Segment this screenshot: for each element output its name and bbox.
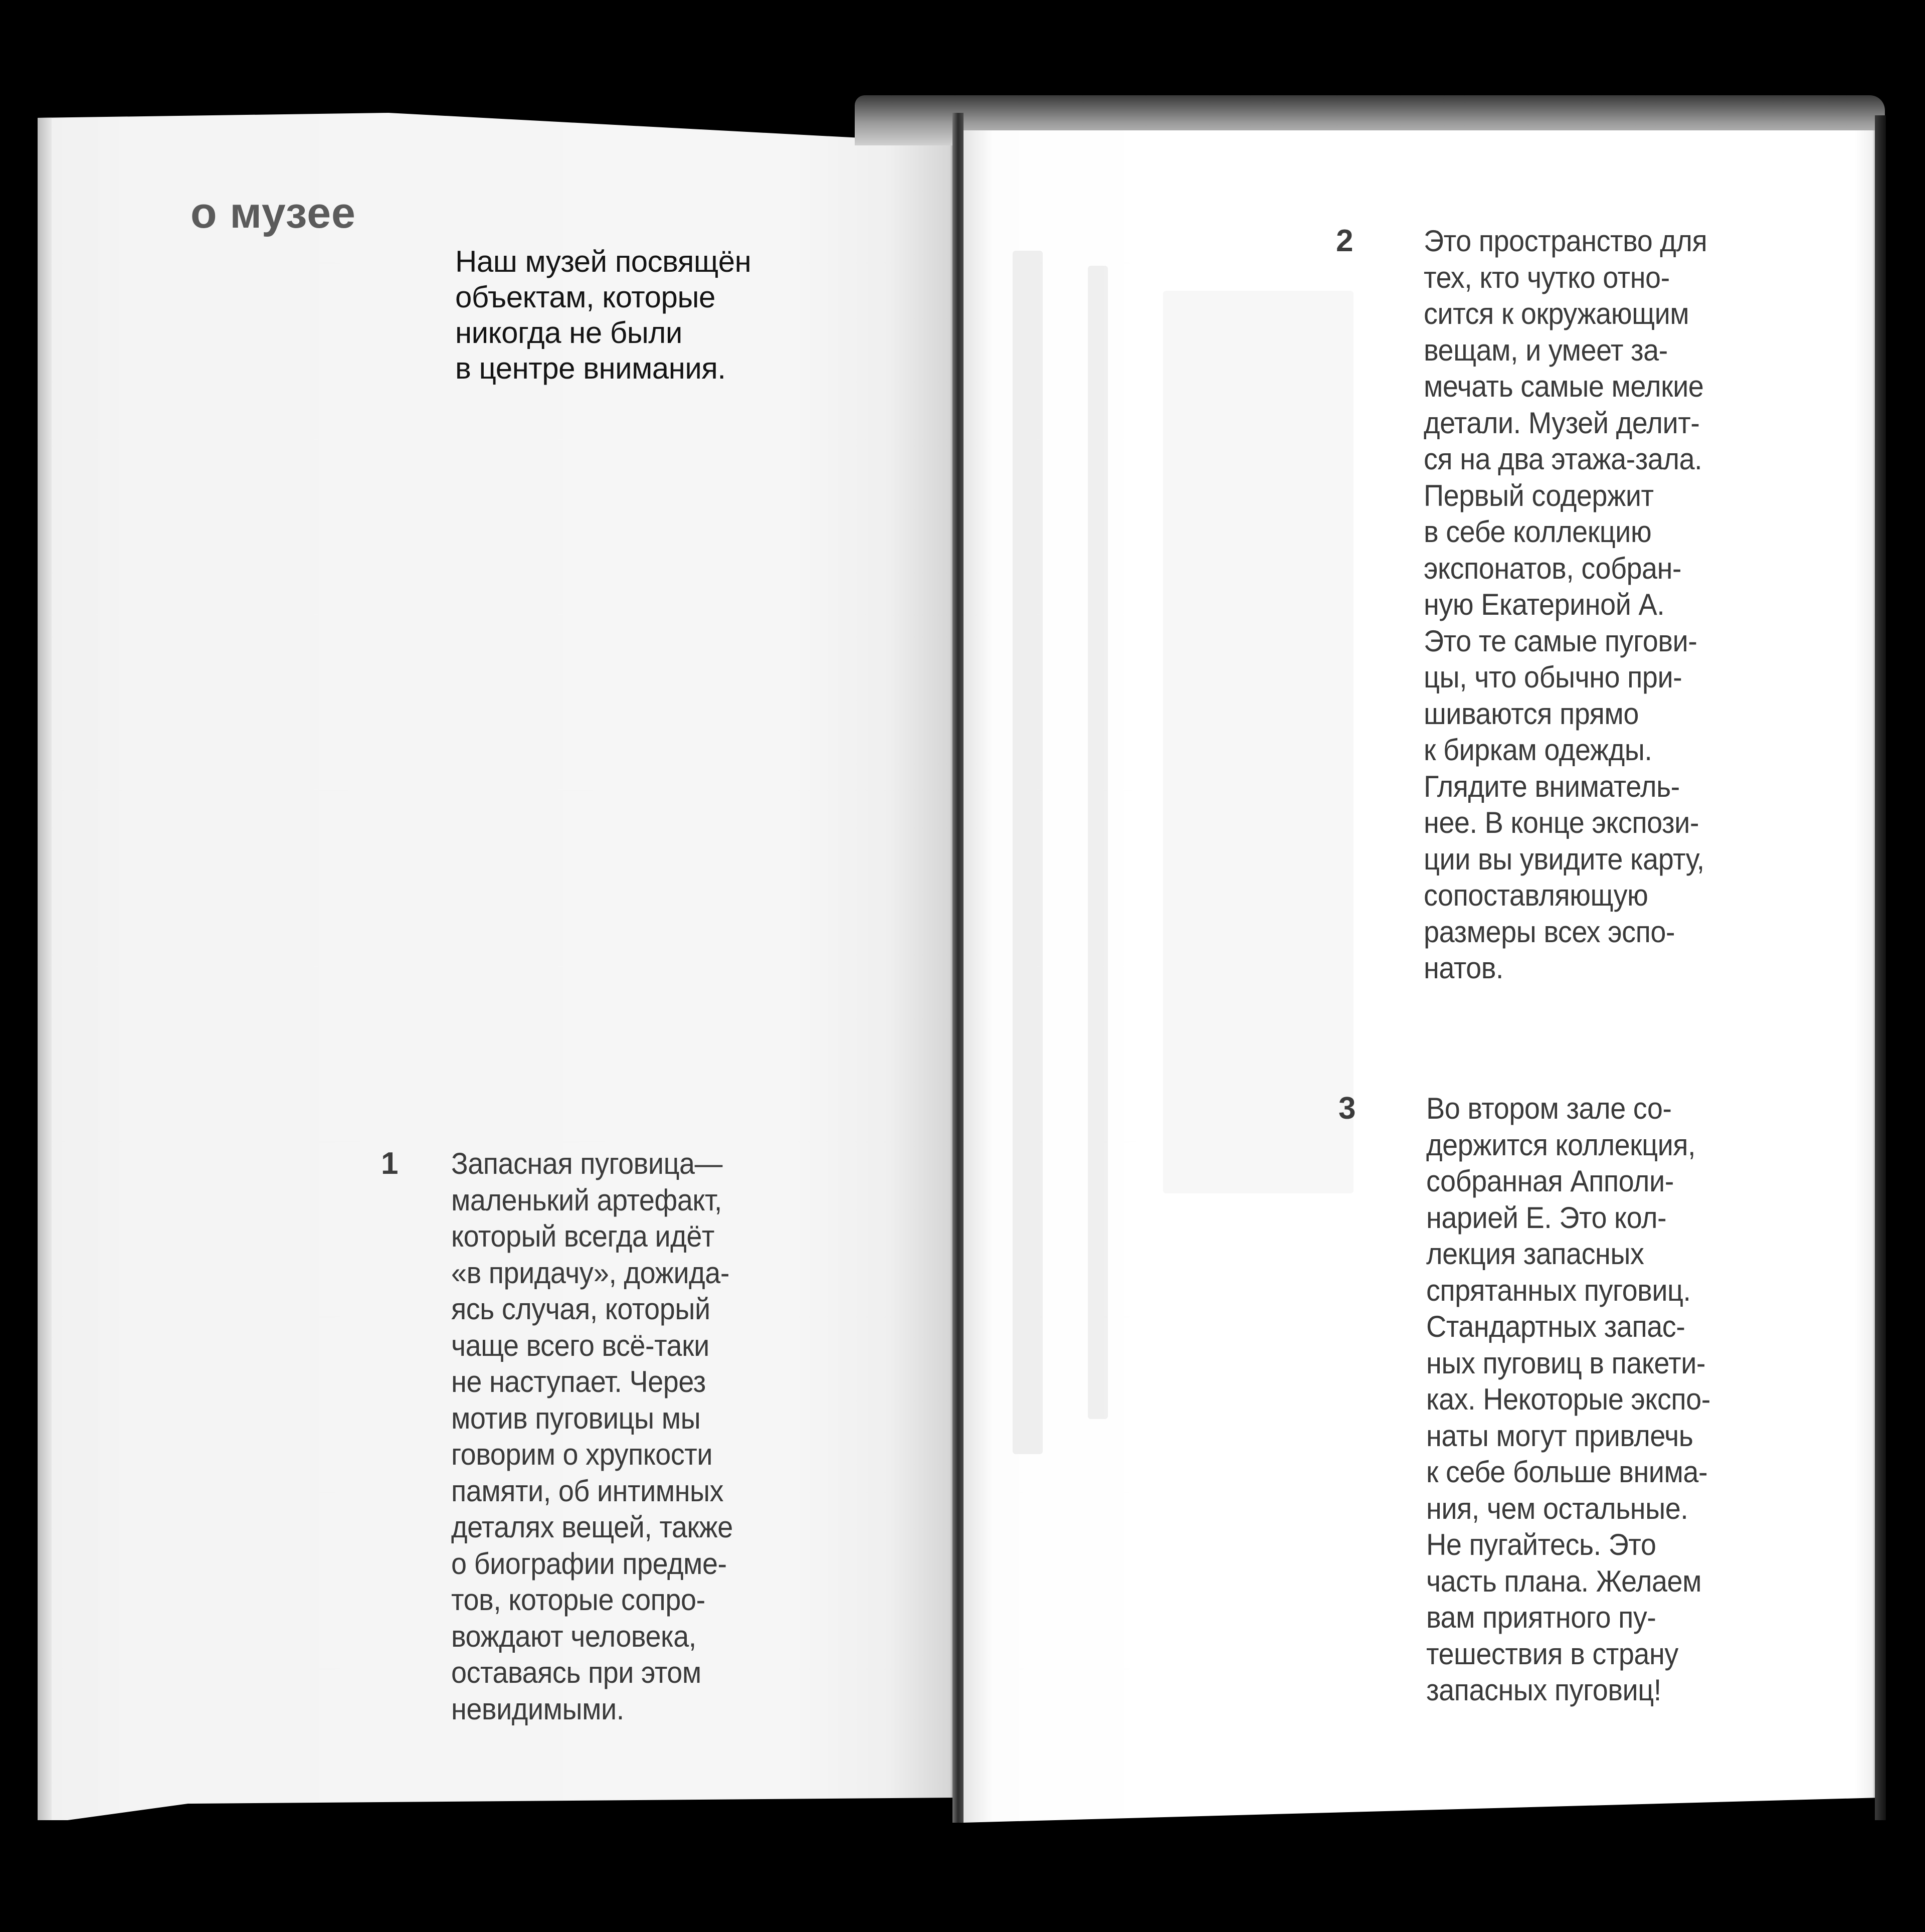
text-line: в себе коллекцию [1424,515,1652,549]
text-line: размеры всех эспо- [1424,915,1675,949]
section-number: 1 [381,1146,399,1181]
text-line: ясь случая, который [451,1292,710,1326]
text-line: запасных пуговиц! [1426,1673,1661,1707]
text-line: к себе больше внима- [1426,1455,1708,1489]
text-line: сопоставляющую [1424,879,1648,912]
text-line: ся на два этажа-зала. [1424,442,1702,476]
text-line: ную Екатериной А. [1424,588,1665,621]
text-line: не наступает. Через [451,1365,706,1398]
text-line: который всегда идёт [451,1219,714,1253]
text-line: ках. Некоторые экспо- [1426,1382,1710,1416]
text-line: детали. Музей делит- [1424,406,1700,440]
text-line: вождают человека, [451,1619,696,1653]
text-line: цы, что обычно при- [1424,660,1682,694]
text-line: мотив пуговицы мы [451,1401,701,1435]
text-line: натов. [1424,951,1503,985]
text-line: часть плана. Желаем [1426,1564,1701,1598]
text-line: Глядите вниматель- [1424,769,1680,803]
text-line: шиваются прямо [1424,696,1639,731]
text-line: держится коллекция, [1426,1128,1696,1162]
text-line: деталях вещей, также [451,1510,733,1544]
text-line: «в придачу», дожида- [451,1256,729,1290]
intro-line: в центре внимания. [455,352,726,385]
text-line: вам приятного пу- [1426,1601,1656,1634]
right-page-edge [1875,115,1886,1820]
text-line: к биркам одежды. [1424,733,1652,767]
text-line: сится к окружающим [1424,297,1689,330]
text-line: экспонатов, собран- [1424,551,1682,585]
text-line: тех, кто чутко отно- [1424,260,1670,294]
text-line: Это те самые пугови- [1424,624,1697,658]
text-line: ции вы увидите карту, [1424,842,1704,876]
text-line: нарией Е. Это кол- [1426,1200,1667,1235]
text-line: памяти, об интимных [451,1474,724,1508]
text-line: Это пространство для [1424,224,1707,258]
text-line: спрятанных пуговиц. [1426,1273,1691,1307]
text-line: нее. В конце экспози- [1424,806,1699,839]
section-2-text [1424,223,1707,987]
text-line: мечать самые мелкие [1424,370,1704,403]
text-line: вещам, и умеет за- [1424,333,1668,367]
intro-line: Наш музей посвящён [455,245,751,278]
right-page [963,130,1880,1823]
text-line: Первый содержит [1424,478,1654,512]
book-spine [952,113,964,1823]
text-line: ния, чем остальные. [1426,1491,1688,1525]
page-heading: о музее [190,189,356,237]
section-number: 3 [1338,1091,1356,1126]
intro-paragraph [455,244,866,386]
text-line: Стандартных запас- [1426,1310,1685,1343]
section-3-text [1426,1091,1710,1709]
text-line: маленький артефакт, [451,1183,722,1217]
text-line: Запасная пуговица— [451,1147,722,1180]
text-line: тов, которые сопро- [451,1583,705,1617]
text-line: Не пугайтесь. Это [1426,1528,1656,1561]
text-line: наты могут привлечь [1426,1419,1693,1453]
intro-line: объектам, которые [455,280,715,314]
text-line: Во втором зале со- [1426,1092,1672,1125]
text-line: тешествия в страну [1426,1637,1678,1671]
text-line: чаще всего всё-таки [451,1328,709,1362]
text-line: говорим о хрупкости [451,1438,713,1471]
text-line: невидимыми. [451,1692,624,1726]
text-line: собранная Апполи- [1426,1164,1674,1198]
text-line: о биографии предме- [451,1546,727,1580]
text-line: оставаясь при этом [451,1656,701,1689]
intro-line: никогда не были [455,316,682,349]
section-1-text [451,1146,733,1727]
text-line: лекция запасных [1426,1237,1644,1271]
section-number: 2 [1336,224,1354,258]
text-line: ных пуговиц в пакети- [1426,1346,1706,1380]
